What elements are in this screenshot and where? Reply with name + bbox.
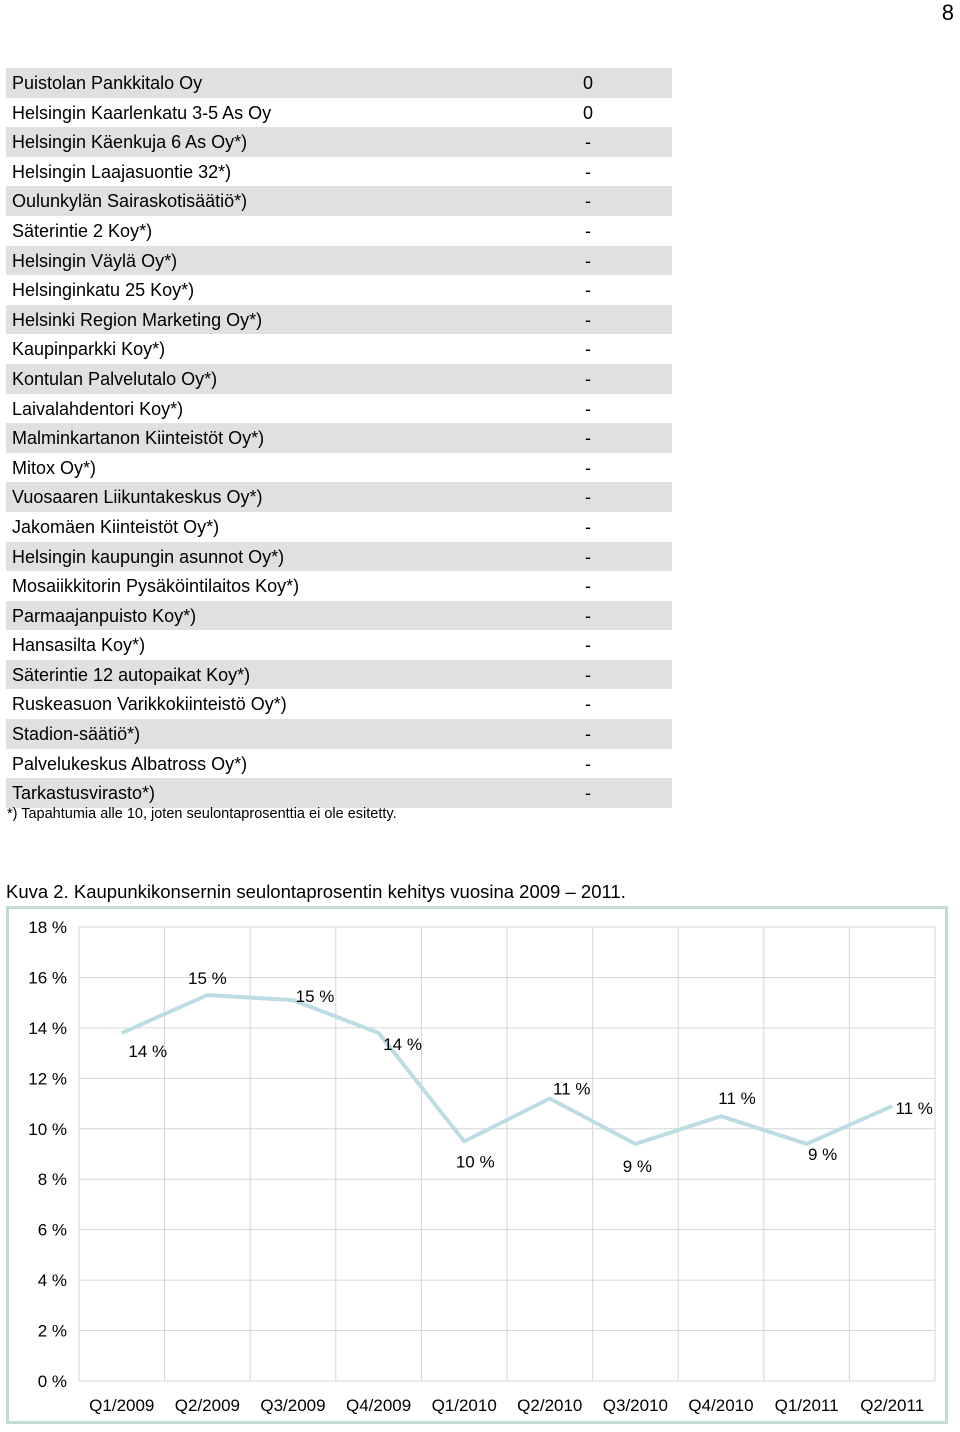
company-name: Helsinki Region Marketing Oy*) bbox=[12, 309, 263, 330]
table-row bbox=[6, 423, 672, 453]
chart-frame bbox=[6, 906, 948, 1424]
screening-value: - bbox=[585, 753, 591, 774]
y-tick-label: 6 % bbox=[37, 1220, 67, 1240]
figure-caption: Kuva 2. Kaupunkikonsernin seulontaprosentin kehitys vuosina 2009 – 2011. bbox=[6, 881, 626, 902]
x-category-label: Q1/2010 bbox=[431, 1396, 497, 1415]
company-name: Helsingin Kaarlenkatu 3-5 As Oy bbox=[12, 102, 272, 123]
table-row bbox=[6, 482, 672, 512]
screening-value: - bbox=[585, 546, 591, 567]
table-footnote: *) Tapahtumia alle 10, joten seulontaprosenttia ei ole esitetty. bbox=[7, 806, 397, 822]
table-row bbox=[6, 778, 672, 808]
y-tick-label: 12 % bbox=[28, 1069, 67, 1089]
company-name: Hansasilta Koy*) bbox=[12, 635, 146, 656]
screening-value: - bbox=[585, 280, 591, 301]
data-label: 11 % bbox=[718, 1089, 756, 1109]
table-row bbox=[6, 660, 672, 690]
screening-value: - bbox=[585, 694, 591, 715]
screening-value: - bbox=[585, 309, 591, 330]
company-name: Kaupinparkki Koy*) bbox=[12, 339, 166, 360]
table-row bbox=[6, 571, 672, 601]
company-table bbox=[6, 68, 672, 808]
company-name: Vuosaaren Liikuntakeskus Oy*) bbox=[12, 487, 263, 508]
y-tick-label: 16 % bbox=[28, 968, 67, 988]
company-name: Helsingin kaupungin asunnot Oy*) bbox=[12, 546, 285, 567]
screening-value: - bbox=[585, 398, 591, 419]
screening-value: - bbox=[585, 457, 591, 478]
company-name: Stadion-säätiö*) bbox=[12, 724, 141, 745]
table-row bbox=[6, 601, 672, 631]
data-label: 11 % bbox=[553, 1079, 591, 1099]
screening-value: - bbox=[585, 132, 591, 153]
table-row bbox=[6, 157, 672, 187]
screening-value: - bbox=[585, 250, 591, 271]
table-row bbox=[6, 689, 672, 719]
y-tick-label: 18 % bbox=[28, 918, 67, 937]
screening-value: - bbox=[585, 605, 591, 626]
x-category-label: Q2/2009 bbox=[174, 1396, 241, 1415]
y-tick-label: 14 % bbox=[28, 1018, 67, 1038]
company-name: Ruskeasuon Varikkokiinteistö Oy*) bbox=[12, 694, 287, 715]
table-row bbox=[6, 186, 672, 216]
table-row bbox=[6, 719, 672, 749]
data-label: 14 % bbox=[383, 1034, 422, 1054]
company-name: Parmaajanpuisto Koy*) bbox=[12, 605, 197, 626]
company-name: Säterintie 12 autopaikat Koy*) bbox=[12, 664, 251, 685]
x-category-label: Q1/2009 bbox=[89, 1396, 155, 1415]
screening-value: - bbox=[585, 576, 591, 597]
company-name: Tarkastusvirasto*) bbox=[12, 783, 156, 804]
line-chart bbox=[9, 909, 945, 1421]
y-tick-label: 2 % bbox=[37, 1321, 67, 1341]
table-row bbox=[6, 364, 672, 394]
company-name: Säterintie 2 Koy*) bbox=[12, 220, 153, 241]
page-number: 8 bbox=[941, 0, 954, 25]
company-name: Helsingin Laajasuontie 32*) bbox=[12, 161, 232, 182]
data-label: 9 % bbox=[807, 1144, 838, 1164]
data-label: 14 % bbox=[128, 1041, 168, 1061]
table-row bbox=[6, 246, 672, 276]
company-name: Oulunkylän Sairaskotisäätiö*) bbox=[12, 191, 248, 212]
screening-value: 0 bbox=[582, 73, 593, 93]
screening-value: - bbox=[585, 783, 591, 804]
table-row bbox=[6, 216, 672, 246]
x-category-label: Q1/2011 bbox=[774, 1396, 839, 1415]
x-category-label: Q2/2011 bbox=[860, 1396, 925, 1415]
data-label: 10 % bbox=[455, 1152, 495, 1172]
table-row bbox=[6, 127, 672, 157]
x-category-label: Q3/2009 bbox=[260, 1396, 326, 1415]
company-name: Mitox Oy*) bbox=[12, 457, 97, 478]
data-label: 15 % bbox=[188, 969, 227, 989]
y-tick-label: 0 % bbox=[37, 1372, 67, 1391]
data-label: 15 % bbox=[295, 987, 335, 1007]
company-name: Puistolan Pankkitalo Oy bbox=[12, 73, 203, 93]
y-tick-label: 10 % bbox=[28, 1119, 67, 1139]
screening-value: - bbox=[585, 664, 591, 685]
table-row bbox=[6, 305, 672, 335]
table-row bbox=[6, 334, 672, 364]
table-row bbox=[6, 542, 672, 572]
screening-value: - bbox=[585, 635, 591, 656]
table-row bbox=[6, 275, 672, 305]
company-name: Laivalahdentori Koy*) bbox=[12, 398, 184, 419]
screening-value: - bbox=[585, 191, 591, 212]
table-row bbox=[6, 68, 672, 98]
table-row bbox=[6, 98, 672, 128]
x-category-label: Q4/2009 bbox=[345, 1396, 412, 1415]
company-name: Helsingin Väylä Oy*) bbox=[12, 250, 178, 271]
y-tick-label: 4 % bbox=[37, 1271, 67, 1291]
data-label: 9 % bbox=[622, 1156, 653, 1176]
company-name: Malminkartanon Kiinteistöt Oy*) bbox=[12, 428, 265, 449]
company-name: Jakomäen Kiinteistöt Oy*) bbox=[12, 516, 220, 537]
screening-value: - bbox=[585, 339, 591, 360]
screening-value: - bbox=[585, 161, 591, 182]
table-row bbox=[6, 394, 672, 424]
screening-value: 0 bbox=[582, 102, 593, 123]
table-row bbox=[6, 512, 672, 542]
company-name: Helsinginkatu 25 Koy*) bbox=[12, 280, 195, 301]
company-name: Helsingin Käenkuja 6 As Oy*) bbox=[12, 132, 248, 153]
y-tick-label: 8 % bbox=[37, 1170, 67, 1190]
company-name: Palvelukeskus Albatross Oy*) bbox=[12, 753, 248, 774]
screening-value: - bbox=[585, 220, 591, 241]
x-category-label: Q3/2010 bbox=[602, 1396, 669, 1415]
screening-value: - bbox=[585, 724, 591, 745]
screening-value: - bbox=[585, 428, 591, 449]
table-row bbox=[6, 630, 672, 660]
company-name: Mosaiikkitorin Pysäköintilaitos Koy*) bbox=[12, 576, 300, 597]
x-category-label: Q2/2010 bbox=[517, 1396, 583, 1415]
table-row bbox=[6, 453, 672, 483]
table-row bbox=[6, 749, 672, 779]
data-label: 11 % bbox=[895, 1099, 933, 1119]
screening-value: - bbox=[585, 487, 591, 508]
screening-value: - bbox=[585, 368, 591, 389]
screening-value: - bbox=[585, 516, 591, 537]
x-category-label: Q4/2010 bbox=[688, 1396, 754, 1415]
company-name: Kontulan Palvelutalo Oy*) bbox=[12, 368, 218, 389]
